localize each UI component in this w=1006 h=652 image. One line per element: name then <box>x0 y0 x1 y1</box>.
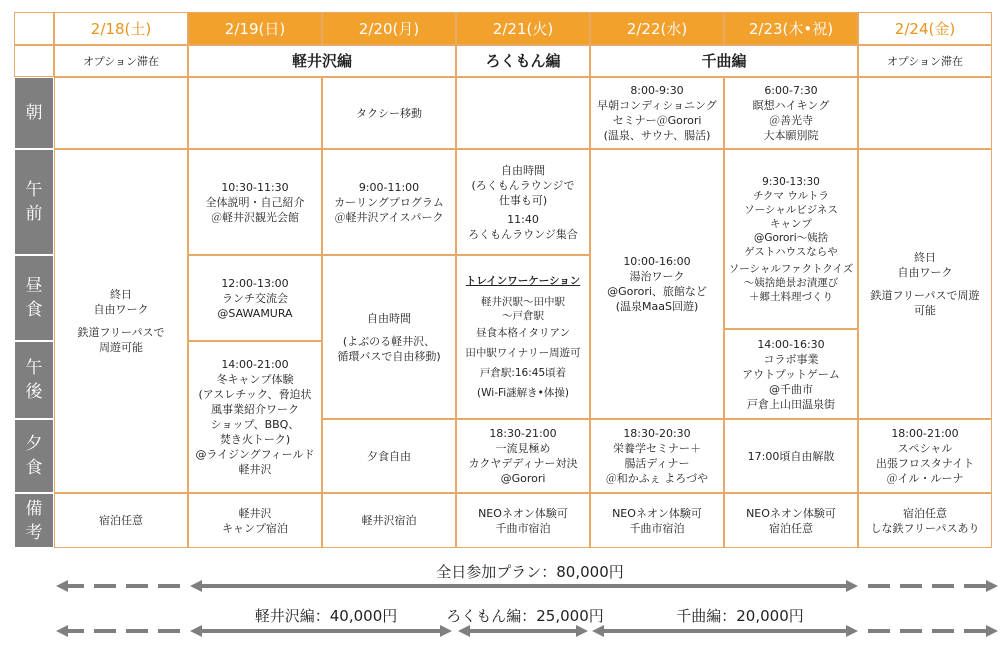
cell-line: @Gorori <box>500 472 546 485</box>
cell-0218-day-line: 鉄道フリーパスで <box>77 326 165 339</box>
cell-line: 11:40 <box>507 212 539 226</box>
row-label-morning-0: 朝 <box>25 103 43 123</box>
cell-line: 14:00-21:00 <box>221 358 289 371</box>
cell-0218-day-line: 自由ワーク <box>93 303 149 316</box>
cell-0223-afternoon <box>724 329 858 419</box>
cell-line: @SAWAMURA <box>217 306 293 320</box>
cell-0224-day <box>858 149 992 419</box>
area-option-left-label: オプション滞在 <box>82 54 159 68</box>
date-header-0218: 2/18(土) <box>54 12 188 45</box>
cell-line: 千曲市宿泊 <box>495 521 551 535</box>
cell-0220-dinner <box>322 419 456 493</box>
cell-line: 冬キャンプ体験 <box>216 373 294 386</box>
cell-0222-morning <box>590 77 724 149</box>
cell-line: 田中駅ワイナリー周遊可 <box>465 347 581 359</box>
cell-line: 戸倉上山田温泉街 <box>747 397 835 411</box>
price-chikuma: 千曲編：20,000円 <box>676 607 804 625</box>
cell-line: ＠善光寺 <box>769 114 813 127</box>
cell-line: 軽井沢 <box>238 463 272 476</box>
cell-line: NEOネオン体験可 <box>478 506 568 520</box>
cell-0220-midday <box>322 255 456 419</box>
cell-line: 軽井沢宿泊 <box>361 514 417 527</box>
table-corner <box>14 12 54 45</box>
cell-line: 大本願別院 <box>763 129 819 142</box>
cell-line: 軽井沢 <box>238 506 272 520</box>
cell-0221-forenoon <box>456 149 590 255</box>
cell-line: 早朝コンディショニング <box>597 99 717 112</box>
cell-0220-forenoon <box>322 149 456 255</box>
row-label-lunch-0: 昼 <box>25 276 43 296</box>
cell-line: NEOネオン体験可 <box>612 506 702 520</box>
row-label-dinner <box>14 419 54 493</box>
cell-line: タクシー移動 <box>356 106 422 120</box>
cell-line: @千曲市 <box>769 382 813 396</box>
cell-line: ランチ交流会 <box>222 291 288 305</box>
cell-line: 自由時間 <box>367 311 411 325</box>
cell-line: 循環バスで自由移動) <box>337 349 441 363</box>
date-header-0219: 2/19(日) <box>188 12 322 45</box>
cell-line: カーリングプログラム <box>334 195 444 209</box>
cell-line: 終日 <box>914 251 936 264</box>
cell-line: 9:30-13:30 <box>762 175 820 188</box>
cell-line: アウトプットゲーム <box>742 367 840 381</box>
cell-line: ～姨捨絶景お漬運び <box>743 276 839 289</box>
row-label-forenoon-0: 午 <box>25 180 43 200</box>
cell-0224-morning <box>858 77 992 149</box>
cell-line: (よぶのる軽井沢、 <box>342 334 436 348</box>
cell-line: (温泉MaaS回遊) <box>615 300 699 313</box>
cell-line: しな鉄フリーパスあり <box>870 521 980 535</box>
cell-0223-dinner <box>724 419 858 493</box>
cell-0219-afternoon <box>188 341 322 493</box>
cell-line: 仕事も可) <box>498 193 548 207</box>
cell-0223-forenoon <box>724 149 858 329</box>
cell-line: 全体説明・自己紹介 <box>205 195 305 209</box>
row-label-dinner-0: 夕 <box>25 434 43 454</box>
cell-line: (アスレチック、脅迫状 <box>198 388 312 401</box>
area-chikuma <box>590 45 858 77</box>
cell-line: 18:30-21:00 <box>489 427 557 440</box>
cell-line: (温泉、サウナ、腸活) <box>603 129 711 142</box>
cell-line: 湯治ワーク <box>629 270 685 283</box>
cell-0221-train <box>456 255 590 419</box>
area-rokumon <box>456 45 590 77</box>
row-label-afternoon <box>14 341 54 419</box>
cell-line: 9:00-11:00 <box>358 180 420 194</box>
area-option-right <box>858 45 992 77</box>
cell-line: スペシャル <box>897 442 953 455</box>
cell-line: ろくもんラウンジ集合 <box>468 227 578 241</box>
cell-line: ソーシャルファクトクイズ <box>728 262 854 275</box>
cell-line: ショップ、BBQ、 <box>210 418 300 431</box>
cell-line: ＠和かふぇ よろづや <box>605 472 709 485</box>
cell-line: 宿泊任意 <box>903 506 947 520</box>
cell-0222-day <box>590 149 724 419</box>
cell-line: 宿泊任意 <box>769 521 813 535</box>
cell-0219-forenoon <box>188 149 322 255</box>
cell-line: キャンプ宿泊 <box>222 521 288 535</box>
cell-line: 12:00-13:00 <box>221 276 289 290</box>
cell-line: @ライジングフィールド <box>195 448 315 461</box>
cell-line: 8:00-9:30 <box>630 84 684 97</box>
cell-line: @Gorori～姨捨 <box>753 231 829 244</box>
date-header-0221: 2/21(火) <box>456 12 590 45</box>
cell-0218-note <box>54 493 188 548</box>
cell-line: 18:30-20:30 <box>623 427 691 440</box>
cell-line: コラボ事業 <box>763 352 819 366</box>
area-chikuma-label: 千曲編 <box>701 51 747 70</box>
cell-0222-note <box>590 493 724 548</box>
cell-0218-day-line: 終日 <box>110 288 132 301</box>
area-rokumon-label: ろくもん編 <box>485 51 561 70</box>
cell-line: (Wi-Fi謎解き•体操) <box>477 387 569 399</box>
cell-line: 軽井沢駅～田中駅 <box>481 296 565 308</box>
row-label-forenoon-1: 前 <box>25 204 43 224</box>
date-header-0223: 2/23(木•祝) <box>724 12 858 45</box>
area-row-corner <box>14 45 54 77</box>
cell-0222-dinner <box>590 419 724 493</box>
cell-line: 千曲市宿泊 <box>629 521 685 535</box>
cell-line: 腸活ディナー <box>624 457 690 470</box>
cell-line: ～戸倉駅 <box>502 310 544 322</box>
cell-line: @Gorori、旅館など <box>607 285 707 298</box>
row-label-notes-0: 備 <box>25 498 43 519</box>
cell-line: 6:00-7:30 <box>764 84 818 97</box>
cell-line: カクヤデディナー対決 <box>468 457 578 470</box>
date-header-0224: 2/24(金) <box>858 12 992 45</box>
cell-0219-note <box>188 493 322 548</box>
cell-line: (ろくもんラウンジで <box>471 178 575 192</box>
cell-0219-morning <box>188 77 322 149</box>
area-karuizawa <box>188 45 456 77</box>
cell-line: 一流見極め <box>495 442 551 455</box>
date-header-0220: 2/20(月) <box>322 12 456 45</box>
cell-line: 鉄道フリーパスで周遊 <box>870 289 980 302</box>
cell-0223-morning <box>724 77 858 149</box>
cell-line: 自由時間 <box>501 163 545 177</box>
row-label-notes-1: 考 <box>25 522 43 543</box>
row-label-lunch <box>14 255 54 341</box>
cell-line: 焚き火トーク) <box>219 433 291 446</box>
cell-line: 出張フロスタナイト <box>875 457 975 470</box>
cell-0218-day-line: 周遊可能 <box>99 341 143 354</box>
cell-line: 夕食自由 <box>367 449 411 463</box>
cell-line: ゲストハウスならや <box>744 245 838 258</box>
cell-line: ＠軽井沢観光会館 <box>211 210 299 224</box>
cell-0221-morning <box>456 77 590 149</box>
price-karuizawa: 軽井沢編：40,000円 <box>254 607 398 625</box>
area-option-left <box>54 45 188 77</box>
cell-line: 風事業紹介ワーク <box>211 403 299 416</box>
area-option-right-label: オプション滞在 <box>886 54 963 68</box>
cell-line: キャンプ <box>770 217 812 230</box>
price-all-day: 全日参加プラン：80,000円 <box>436 563 624 581</box>
cell-line: チクマ ウルトラ <box>752 189 830 202</box>
row-label-afternoon-0: 午 <box>25 358 43 378</box>
price-rokumon: ろくもん編：25,000円 <box>446 607 604 625</box>
cell-line: 自由ワーク <box>897 266 953 279</box>
row-label-morning <box>14 77 54 149</box>
cell-line: NEOネオン体験可 <box>746 506 836 520</box>
cell-line: ＠イル・ルーナ <box>886 472 964 485</box>
cell-line: 10:00-16:00 <box>623 255 691 268</box>
row-label-notes <box>14 493 54 548</box>
cell-0221-note <box>456 493 590 548</box>
cell-line: 昼食本格イタリアン <box>475 327 571 339</box>
cell-0224-note <box>858 493 992 548</box>
cell-0220-morning <box>322 77 456 149</box>
cell-line: 瞑想ハイキング <box>752 99 830 112</box>
cell-0220-note <box>322 493 456 548</box>
cell-line: 18:00-21:00 <box>891 427 959 440</box>
train-workcation-title: トレインワーケーション <box>465 275 581 287</box>
cell-line: 14:00-16:30 <box>757 337 825 351</box>
date-header-0222: 2/22(水) <box>590 12 724 45</box>
row-label-afternoon-1: 後 <box>25 382 43 402</box>
cell-0224-dinner <box>858 419 992 493</box>
cell-0221-dinner <box>456 419 590 493</box>
cell-line: ＋郷土料理づくり <box>749 290 833 303</box>
cell-line: 10:30-11:30 <box>221 180 289 194</box>
cell-line: 17:00頃自由解散 <box>747 449 835 463</box>
cell-0218-morning <box>54 77 188 149</box>
cell-line: セミナー＠Gorori <box>612 114 702 127</box>
row-label-lunch-1: 食 <box>25 300 43 320</box>
cell-line: ＠軽井沢アイスパーク <box>334 210 444 224</box>
cell-0219-lunch <box>188 255 322 341</box>
area-karuizawa-label: 軽井沢編 <box>291 51 352 70</box>
cell-0218-note-line: 宿泊任意 <box>99 514 143 527</box>
row-label-dinner-1: 食 <box>25 458 43 478</box>
cell-0223-note <box>724 493 858 548</box>
cell-0218-day <box>54 149 188 493</box>
cell-line: ソーシャルビジネス <box>744 203 838 216</box>
row-label-forenoon <box>14 149 54 255</box>
cell-line: 栄養学セミナー＋ <box>613 442 701 455</box>
cell-line: 戸倉駅:16:45頃着 <box>479 367 567 379</box>
cell-line: 可能 <box>914 304 936 317</box>
